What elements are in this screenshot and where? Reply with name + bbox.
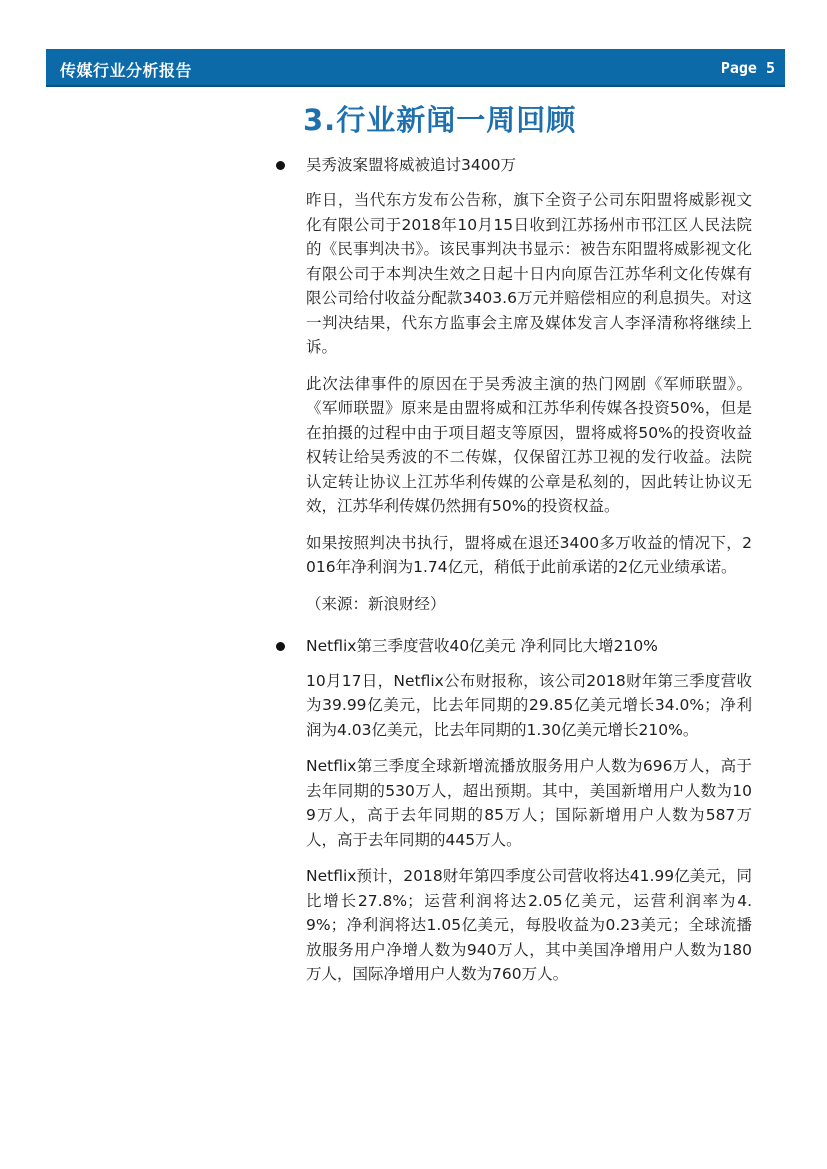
news-paragraph: 此次法律事件的原因在于吴秀波主演的热门网剧《军师联盟》。《军师联盟》原来是由盟将威和江苏华利传媒各投资50%，但是在拍摄的过程中由于项目超支等原因，盟将威将50%的投资收益权转让给吴秀波的不二传媒，仅保留江苏卫视的发行收益。法院认定转让协议上江苏华利传媒的公章是私刻的，因此转让协议无效，江苏华利传媒仍然拥有50%的投资权益。 xyxy=(306,374,753,515)
news-headline-2 xyxy=(274,634,752,658)
news-content xyxy=(274,153,752,999)
news-paragraph: 昨日，当代东方发布公告称，旗下全资子公司东阳盟将威影视文化有限公司于2018年10月15日收到江苏扬州市邗江区人民法院的《民事判决书》。该民事判决书显示：被告东阳盟将威影视文化有限公司于本判决生效之日起十日内向原告江苏华利文化传媒有限公司给付收益分配款3403.6万元并赔偿相应的利息损失。对这一判决结果，代东方监事会主席及媒体发言人李泽清称将继续上诉。 xyxy=(306,191,752,356)
news-paragraph: Netflix预计，2018财年第四季度公司营收将达41.99亿美元，同比增长27.8%；运营利润将达2.05亿美元，运营利润率为4.9%；净利润将达1.05亿美元，每股收益为0.23美元；全球流播放服务用户净增人数为940万人，其中美国净增用户人数为180万人，国际净增用户人数为760万人。 xyxy=(306,867,752,983)
news-headline-text: Netflix第三季度营收40亿美元 净利同比大增210% xyxy=(306,636,658,655)
news-source: （来源：新浪财经） xyxy=(306,594,446,613)
news-paragraph: 10月17日，Netflix公布财报称，该公司2018财年第三季度营收为39.99亿美元，比去年同期的29.85亿美元增长34.0%；净利润为4.03亿美元，比去年同期的1.30亿美元增长210%。 xyxy=(306,671,752,739)
bullet-icon xyxy=(276,161,285,170)
news-headline-1 xyxy=(274,153,752,177)
news-paragraph: Netflix第三季度全球新增流播放服务用户人数为696万人，高于去年同期的530万人，超出预期。其中，美国新增用户人数为109万人，高于去年同期的85万人；国际新增用户人数为587万人，高于去年同期的445万人。 xyxy=(306,757,752,849)
report-header-bar xyxy=(46,49,785,87)
news-headline-text: 吴秀波案盟将威被追讨3400万 xyxy=(306,156,516,174)
page-number: Page 5 xyxy=(720,59,775,77)
report-title: 传媒行业分析报告 xyxy=(60,61,193,80)
bullet-icon xyxy=(276,642,285,651)
section-title: 3.行业新闻一周回顾 xyxy=(303,103,577,137)
news-paragraph: 如果按照判决书执行，盟将威在退还3400多万收益的情况下，2016年净利润为1.74亿元，稍低于此前承诺的2亿元业绩承诺。 xyxy=(306,533,752,576)
